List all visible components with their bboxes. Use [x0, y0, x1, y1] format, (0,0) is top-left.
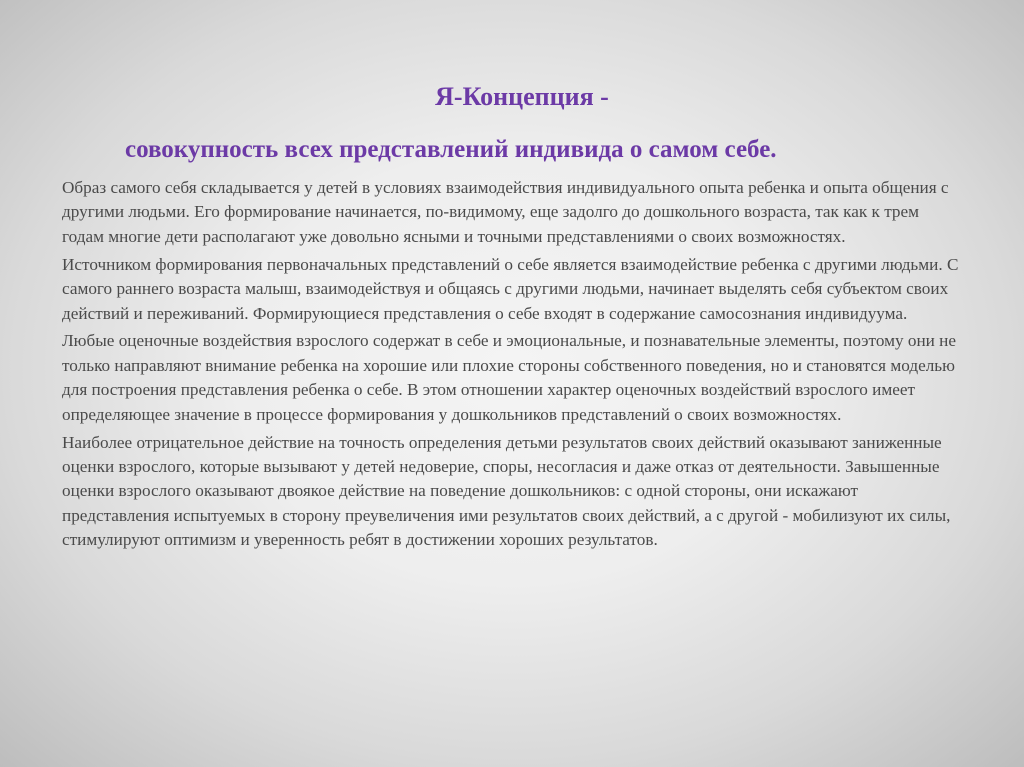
slide-body — [62, 176, 962, 556]
paragraph-2: Источником формирования первоначальных представлений о себе является взаимодействие ребенка с другими людьми. С самого раннего возраста малыш, взаимодействуя и общаясь с другими людьми, начинает выделять себя субъектом своих действий и переживаний. Формирующиеся представления о себе входят в содержание самосознания индивидуума. — [62, 254, 959, 323]
paragraph-1: Образ самого себя складывается у детей в условиях взаимодействия индивидуального опыта ребенка и опыта общения с другими людьми. Его формирование начинается, по-видимому, еще задолго до дошкольного возраста, так как к трем годам многие дети располагают уже довольно ясными и точными представлениями о своих возможностях. — [62, 178, 949, 246]
paragraph-3: Любые оценочные воздействия взрослого содержат в себе и эмоциональные, и познавательные элементы, поэтому они не только направляют внимание ребенка на хорошие или плохие стороны собственного поведения, но и становятся моделью для построения представления ребенка о себе. В этом отношении характер оценочных воздействий взрослого имеет определяющее значение в процессе формирования у дошкольников представлений о своих возможностях. — [62, 331, 956, 424]
slide-title: Я-Концепция - — [435, 82, 609, 111]
slide-subtitle: совокупность всех представлений индивида о самом себе. — [125, 136, 777, 163]
paragraph-4: Наиболее отрицательное действие на точность определения детьми результатов своих действий оказывают заниженные оценки взрослого, которые вызывают у детей недоверие, споры, несогласия и даже отказ от деятельности. Завышенные оценки взрослого оказывают двоякое действие на поведение дошкольников: с одной стороны, они искажают представления испытуемых в сторону преувеличения ими результатов своих действий, а с другой - мобилизуют их силы, стимулируют оптимизм и уверенность ребят в достижении хороших результатов. — [62, 432, 951, 550]
